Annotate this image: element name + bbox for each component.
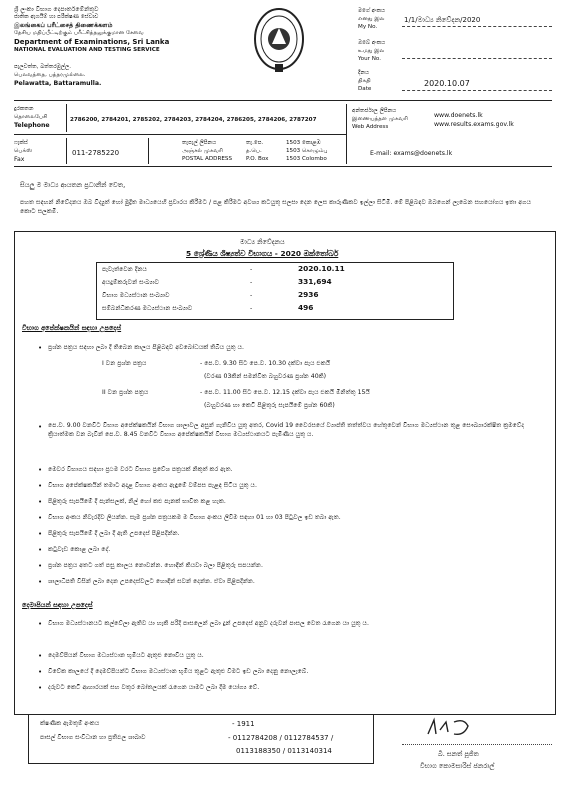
hotline-label: ක්ෂණික ඇමතුම් අංකය <box>40 720 100 727</box>
fact-key: විභාග මධ්‍යස්ථාන සංඛ්‍යාව <box>102 292 170 299</box>
hotline-value: - 1911 <box>232 720 255 728</box>
parent-item: විභාග මධ්‍යස්ථානයට කල්වේලා ඇතිව යා හැකි පරිදි පාසලෙන් ලබා දුන් උපදෙස් අනුව දරුවන් පාසල වෙත රැගෙන යා යුතු ය. <box>48 620 369 627</box>
bullet-icon: • <box>38 498 43 506</box>
bullet-icon: • <box>38 482 43 490</box>
phone-label-en: Telephone <box>14 122 50 129</box>
date-label-en: Date <box>358 86 372 92</box>
dept-ta-1: இலங்கைப் பரீட்சைத் திணைக்களம் <box>14 22 113 29</box>
bullet-icon: • <box>38 514 43 522</box>
parents-heading: දෙමාපියන් සඳහා උපදෙස් <box>22 601 93 609</box>
fax-label-ta: பெக்ஸ் <box>14 148 33 154</box>
bullet-icon: • <box>38 668 43 676</box>
date-label-ta: திகதி <box>358 78 371 84</box>
fact-dash: - <box>250 266 253 273</box>
bullet-icon: • <box>38 423 43 431</box>
candidate-item: පිළිතුරු සැපයීමේ දී ලබා දී ඇති උපදෙස් පිළිපදින්න. <box>48 530 180 537</box>
parent-item: විවේක කාලයේ දී දෙමව්පියන්ට විභාග මධ්‍යස්ථාන භූමිය තුළට ඇතුළු වීමට ඉඩ ලබා දෙනු නොලැබේ. <box>48 668 309 675</box>
bullet-icon: • <box>38 530 43 538</box>
signature-icon <box>424 716 484 740</box>
parent-item: දරුවට කෙටි ආහාරයක් සහ වතුර බෝතලයක් රැගෙන යාමට ලබා දීම යෝග්‍ය වේ. <box>48 684 260 691</box>
schools-branch-label: පාසල් විභාග සංවිධාන හා ප්‍රතිඵල ශාඛාව <box>40 734 146 741</box>
po-si: තැ.පෙ. <box>246 140 264 146</box>
dept-ta-2: தேசிய மதிப்பீட்டிற்கும் பரீட்சித்தலுக்குமான சேவை <box>14 30 144 36</box>
dept-en-2: NATIONAL EVALUATION AND TESTING SERVICE <box>14 47 160 53</box>
po-val-si: 1503 කොළඹ <box>286 140 321 146</box>
web-label-ta: இணையத்தள முகவரி <box>352 116 408 122</box>
bullet-icon: • <box>38 466 43 474</box>
salutation: සියලු ම මාධ්‍ය ආයතන ප්‍රධානීන් වෙත, <box>20 181 126 189</box>
paper-1-time: - පෙ.ව. 9.30 සිට පෙ.ව. 10.30 දක්වා පැය එකයි <box>200 360 331 367</box>
postal-label-en: POSTAL ADDRESS <box>182 156 232 162</box>
your-no-label-en: Your No. <box>358 56 382 62</box>
fact-value: 331,694 <box>298 277 332 286</box>
candidate-item: විභාග අංකය නිවැරදිව ලියන්න. සෑම ප්‍රශ්න පත්‍රයකම ම විභාග අංකය ලිවීම සඳහා 01 හා 03 පිටුවල ඉඩ තබා ඇත. <box>48 514 341 521</box>
date-label-si: දිනය <box>358 70 370 76</box>
fax-label-si: ෆැක්ස් <box>14 140 28 146</box>
paper-2-time: - පෙ.ව. 11.00 සිට පෙ.ව. 12.15 දක්වා පැය එකයි මිනිත්තු 15යි <box>200 389 370 396</box>
fax-label-en: Fax <box>14 156 25 163</box>
postal-label-ta: அஞ்சல் முகவரி <box>182 148 223 154</box>
candidate-item: පිළිතුරු සැපයීමේ දී පැන්සලක්, නිල් හෝ කළු පැනක් භාවිත කළ හැක. <box>48 498 226 505</box>
signer-name: බී. සනත් පූජිත <box>438 750 479 758</box>
phone-value: 2786200, 2784201, 2785202, 2784203, 2784204, 2786205, 2784206, 2787207 <box>70 117 317 123</box>
po-en: P.O. Box <box>246 156 269 162</box>
bullet-icon: • <box>38 652 43 660</box>
candidate-item: ප්‍රශ්න පත්‍රය අතට ගත් පසු කාලය නොවන්න. හොඳින් කියවා බලා පිළිතුරු සපයන්න. <box>48 562 263 569</box>
candidate-item: ශාලාධිපති විසින් ලබා දෙන උපදෙස්වලට හොඳින් සවන් දෙන්න. ඒවා පිළිපදින්න. <box>48 578 255 585</box>
candidate-item: විභාග අපේක්ෂකයින් තමාට අදාළ විභාග අංකය ඇඳුමේ වම්පස පැළඳ සිටිය යුතු ය. <box>48 482 257 489</box>
web-link-1[interactable]: www.doenets.lk <box>434 112 483 119</box>
candidate-item: ප්‍රශ්න පත්‍රය සඳහා ලබා දී තිබෙන කාලය පිළිබඳව අවබෝධයක් තිබිය යුතු ය. <box>48 344 245 351</box>
candidate-item: කටුවැඩ කොළ ලබා දේ. <box>48 546 111 553</box>
dept-en-1: Department of Examinations, Sri Lanka <box>14 38 170 46</box>
postal-label-si: තැපැල් ලිපිනය <box>182 140 217 146</box>
bullet-icon: • <box>38 562 43 570</box>
fact-value: 496 <box>298 303 314 312</box>
schools-branch-value-1: - 0112784208 / 0112784537 / <box>228 734 334 742</box>
po-val-en: 1503 Colombo <box>286 156 327 162</box>
fact-dash: - <box>250 292 253 299</box>
web-label-en: Web Address <box>352 124 389 130</box>
fact-value: 2936 <box>298 290 319 299</box>
candidate-item: මෙවර විභාගය සඳහා ප්‍රථම වරට විභාග ප්‍රවේශ පත්‍රයක් නිකුත් කර ඇත. <box>48 466 233 473</box>
bullet-icon: • <box>38 620 43 628</box>
paper-2-label: II වන ප්‍රශ්න පත්‍රය <box>102 389 149 396</box>
notice-title: 5 ශ්‍රේණිය ශිෂ්‍යත්ව විභාගය - 2020 ඔක්තෝබර් <box>186 249 339 258</box>
web-link-2[interactable]: www.results.exams.gov.lk <box>434 121 514 128</box>
email-address[interactable]: E-mail: exams@doenets.lk <box>370 150 453 157</box>
your-no-label-ta: உமது இல <box>358 48 385 54</box>
your-no-label-si: ඔබේ අංකය <box>358 40 386 46</box>
paper-1-label: I වන ප්‍රශ්න පත්‍රය <box>102 360 147 367</box>
paper-2-note: (බහුවරණ හා කෙටි පිළිතුරු සැපයීමේ ප්‍රශ්න 60කි) <box>204 402 335 409</box>
bullet-icon: • <box>38 684 43 692</box>
bullet-icon: • <box>38 578 43 586</box>
phone-label-si: දුරකතන <box>14 106 34 112</box>
fact-key: අයදුම්කරුවන් සංඛ්‍යාව <box>102 279 160 286</box>
address-en: Pelawatta, Battaramulla. <box>14 80 102 87</box>
paper-1-note: (වරණ 03කින් සමන්විත බහුවරණ ප්‍රශ්න 40කි) <box>204 373 327 380</box>
bullet-icon: • <box>38 344 43 352</box>
address-ta: பெலவத்தை, பத்தரமுல்லை. <box>14 72 86 78</box>
my-no-label-si: මගේ අංකය <box>358 8 386 14</box>
notice-label: මාධ්‍ය නිවේදනය <box>240 238 285 246</box>
candidate-item: පෙ.ව. 9.00 වනවිට විභාග අපේක්ෂකයින් විභාග ශාලාවල අසුන් ගැනිවිය යුතු අතර, Covid 19 වෛරසයේ ව්‍යාප්ති තත්ත්වය හේතුවෙන් විභාග මධ්‍යස්ථාන තුළ සෞඛ්‍යාරක්ෂිත ක්‍රමවේද ක්‍රියාත්මක වන බැවින් පෙ.ව. 8.45 වනවිට විභාග අපේක්ෂකයින් විභාග මධ්‍යස්ථානයට පැමිණිය යුතු ය. <box>48 422 525 438</box>
fact-dash: - <box>250 305 253 312</box>
sri-lanka-emblem-icon <box>252 6 306 76</box>
intro-paragraph: පහත සඳහන් නිවේදනය ඔබ විද්‍යුත් හෝ මුද්‍රිත මාධ්‍යයෙහි ප්‍රචාරය කිරීමට / පළ කිරීමට අවශ්‍ය කටයුතු සලසා දෙන ලෙස කාරුණිකව ඉල්ලා සිටිමි. මේ පිළිබඳව ඔබගෙන් ලැබෙන සහයෝගය ඉතා අගය කොට සලකමි. <box>20 199 532 215</box>
phone-label-ta: தொலைபேசி <box>14 114 48 120</box>
address-si: පැලවත්ත, බත්තරමුල්ල. <box>14 64 72 70</box>
fax-value: 011-2785220 <box>72 149 120 157</box>
bullet-icon: • <box>38 546 43 554</box>
schools-branch-value-2: 0113188350 / 0113140314 <box>236 747 332 755</box>
signer-title: විභාග කොමසාරිස් ජනරාල් <box>420 762 495 770</box>
dept-si-2: ජාතික ඇගයීම් හා පරීක්ෂණ සේවාව <box>14 14 99 20</box>
my-no-label-ta: எனது இல <box>358 16 385 22</box>
date-value: 2020.10.07 <box>424 79 470 88</box>
web-label-si: අන්තර්ජාල ලිපිනය <box>352 108 397 114</box>
parent-item: දෙමව්පියන් විභාග මධ්‍යස්ථාන භූමියට ඇතුළු නොවිය යුතු ය. <box>48 652 204 659</box>
fact-dash: - <box>250 279 253 286</box>
my-no-value: 1/1/මාධ්‍ය නිවේදන/2020 <box>404 16 481 24</box>
candidates-heading: විභාග අපේක්ෂකයින් සඳහා උපදෙස් <box>22 324 122 332</box>
fact-key: සම්බන්ධීකරණ මධ්‍යස්ථාන සංඛ්‍යාව <box>102 305 193 312</box>
po-val-ta: 1503 கொழும்பு <box>286 148 328 154</box>
dept-si-1: ශ්‍රී ලංකා විභාග දෙපාර්තමේන්තුව <box>14 6 99 13</box>
po-ta: த.பெ. <box>246 148 262 154</box>
my-no-label-en: My No. <box>358 24 378 30</box>
fact-value: 2020.10.11 <box>298 264 345 273</box>
fact-key: පැවැත්වෙන දිනය <box>102 266 147 273</box>
